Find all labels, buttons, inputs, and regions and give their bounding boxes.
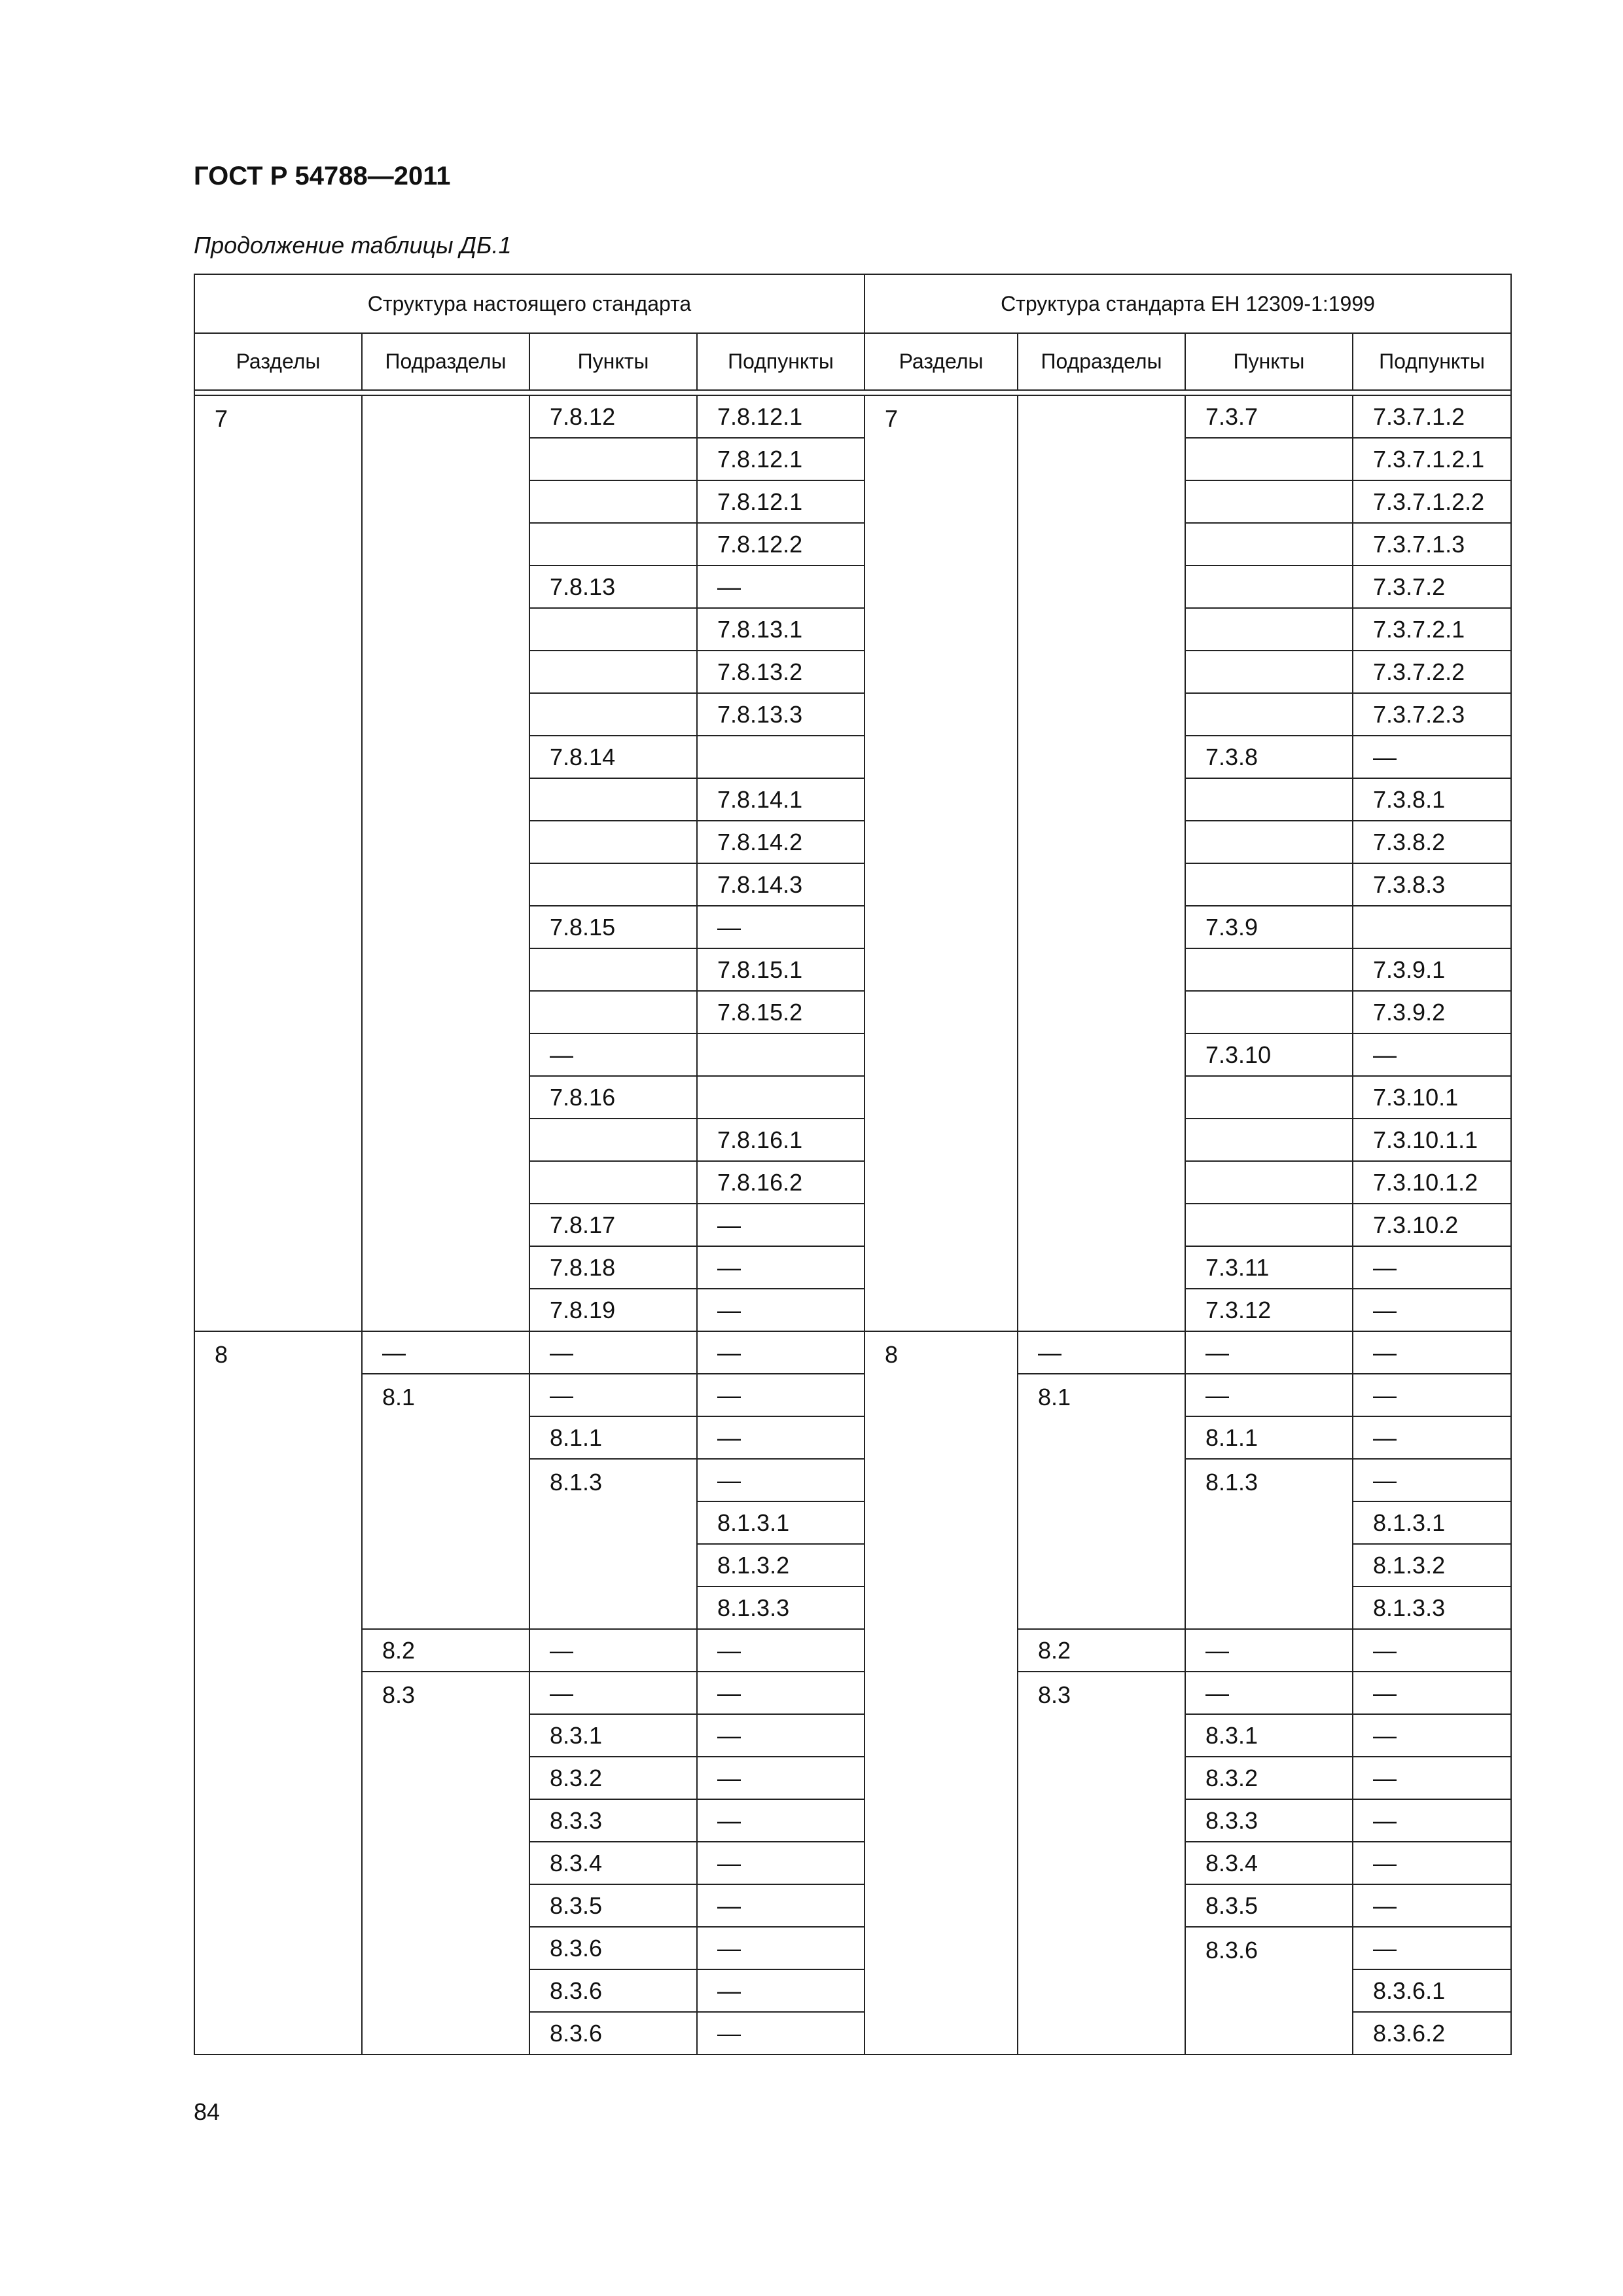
table-cell: 7.3.7.2 <box>1353 565 1511 608</box>
subsection-cell: 8.1 <box>362 1374 529 1629</box>
table-cell: 8.1.3.2 <box>697 1544 865 1587</box>
table-cell: 8.3.1 <box>1185 1714 1353 1757</box>
table-cell: 7.8.18 <box>529 1246 697 1289</box>
document-code: ГОСТ Р 54788—2011 <box>194 162 451 190</box>
table-cell <box>529 821 697 863</box>
table-cell: 7.8.16.1 <box>697 1119 865 1161</box>
table-cell: 8.2 <box>1018 1629 1185 1672</box>
table-cell: 7.8.14.2 <box>697 821 865 863</box>
table-cell <box>1185 1119 1353 1161</box>
table-cell: — <box>697 1714 865 1757</box>
table-cell: — <box>1353 1246 1511 1289</box>
table-cell: 7.8.13 <box>529 565 697 608</box>
table-row <box>194 1672 1511 1714</box>
table-cell: — <box>1185 1331 1353 1374</box>
table-cell: 8.3.6 <box>529 1969 697 2012</box>
table-cell: — <box>529 1033 697 1076</box>
section-cell: 7 <box>194 395 362 1331</box>
item-cell: 8.1.3 <box>529 1459 697 1629</box>
item-cell: 8.1.3 <box>1185 1459 1353 1629</box>
table-cell: — <box>697 906 865 948</box>
table-cell <box>1185 693 1353 736</box>
table-cell: 7.8.12.2 <box>697 523 865 565</box>
table-cell: 7.8.14.1 <box>697 778 865 821</box>
table-cell: 7.3.12 <box>1185 1289 1353 1331</box>
table-cell: — <box>697 1416 865 1459</box>
table-cell <box>1185 778 1353 821</box>
table-cell: 7.3.7.2.1 <box>1353 608 1511 651</box>
table-cell <box>529 438 697 480</box>
table-cell: 7.3.7.1.2 <box>1353 395 1511 438</box>
table-cell <box>1185 948 1353 991</box>
table-cell <box>1185 608 1353 651</box>
table-cell: 8.1.1 <box>529 1416 697 1459</box>
group-header-right: Структура стандарта ЕН 12309-1:1999 <box>865 274 1511 333</box>
table-cell: 7.8.16.2 <box>697 1161 865 1204</box>
table-cell: — <box>362 1331 529 1374</box>
column-header: Подразделы <box>362 333 529 390</box>
table-row <box>194 1331 1511 1374</box>
table-cell: 7.8.14.3 <box>697 863 865 906</box>
table-cell: 8.3.4 <box>529 1842 697 1884</box>
column-header: Разделы <box>194 333 362 390</box>
table-cell: 8.3.3 <box>1185 1799 1353 1842</box>
table-cell: 8.3.6 <box>529 1927 697 1969</box>
table-cell: 7.8.13.2 <box>697 651 865 693</box>
table-cell: 7.8.13.3 <box>697 693 865 736</box>
table-cell: — <box>697 1246 865 1289</box>
table-cell <box>529 991 697 1033</box>
column-header: Подразделы <box>1018 333 1185 390</box>
table-cell: — <box>1353 1629 1511 1672</box>
table-cell: 8.3.5 <box>1185 1884 1353 1927</box>
column-header: Пункты <box>1185 333 1353 390</box>
table-cell: 7.3.9.2 <box>1353 991 1511 1033</box>
table-cell <box>1185 523 1353 565</box>
table-cell <box>697 1033 865 1076</box>
section-cell: 8 <box>194 1331 362 2054</box>
table-cell: 7.3.10 <box>1185 1033 1353 1076</box>
table-cell: — <box>1185 1374 1353 1416</box>
table-cell: 8.3.5 <box>529 1884 697 1927</box>
table-cell: — <box>1353 1672 1511 1714</box>
table-cell: 7.3.8.2 <box>1353 821 1511 863</box>
table-cell: 7.8.16 <box>529 1076 697 1119</box>
table-cell <box>1185 821 1353 863</box>
table-cell: — <box>1185 1629 1353 1672</box>
table-cell: — <box>1018 1331 1185 1374</box>
table-cell: 8.3.1 <box>529 1714 697 1757</box>
table-cell: 7.8.12.1 <box>697 480 865 523</box>
table-cell: — <box>1185 1672 1353 1714</box>
table-cell: — <box>697 1459 865 1501</box>
table-cell: — <box>697 1204 865 1246</box>
subsection-cell <box>362 395 529 1331</box>
table-cell: 8.1.3.1 <box>697 1501 865 1544</box>
table-cell: 7.8.12.1 <box>697 438 865 480</box>
header-separator <box>194 390 1511 395</box>
table-cell: — <box>697 1757 865 1799</box>
table-cell: — <box>1353 1416 1511 1459</box>
column-header: Подпункты <box>1353 333 1511 390</box>
table-cell: — <box>1353 1927 1511 1969</box>
table-cell: 8.1.1 <box>1185 1416 1353 1459</box>
subsection-cell: 8.3 <box>1018 1672 1185 2054</box>
table-cell: 7.3.10.2 <box>1353 1204 1511 1246</box>
table-cell: 7.8.15.2 <box>697 991 865 1033</box>
table-cell <box>529 1119 697 1161</box>
table-cell: 8.1.3.2 <box>1353 1544 1511 1587</box>
table-cell: 7.3.10.1 <box>1353 1076 1511 1119</box>
table-cell: — <box>697 1374 865 1416</box>
table-cell: 7.8.13.1 <box>697 608 865 651</box>
table-cell: 7.3.7.2.2 <box>1353 651 1511 693</box>
table-cell <box>529 480 697 523</box>
table-cell <box>1185 651 1353 693</box>
table-cell: — <box>1353 1884 1511 1927</box>
table-cell: 7.8.19 <box>529 1289 697 1331</box>
table-cell: 7.3.11 <box>1185 1246 1353 1289</box>
correspondence-table <box>194 274 1512 2055</box>
table-cell: 7.3.8.1 <box>1353 778 1511 821</box>
table-cell: — <box>697 1927 865 1969</box>
table-cell: — <box>1353 1799 1511 1842</box>
column-header-row <box>194 333 1511 390</box>
table-cell: 7.3.7.1.3 <box>1353 523 1511 565</box>
table-cell <box>1185 1161 1353 1204</box>
table-cell: — <box>1353 1033 1511 1076</box>
table-cell: — <box>529 1672 697 1714</box>
table-cell <box>1185 480 1353 523</box>
table-cell: 7.8.14 <box>529 736 697 778</box>
table-cell <box>529 693 697 736</box>
table-cell: 8.3.2 <box>1185 1757 1353 1799</box>
table-cell <box>1185 863 1353 906</box>
table-cell <box>1185 438 1353 480</box>
table-cell: 8.3.6.1 <box>1353 1969 1511 2012</box>
table-cell: 7.3.7.1.2.1 <box>1353 438 1511 480</box>
table-cell: 7.3.7 <box>1185 395 1353 438</box>
table-cell: 7.8.12.1 <box>697 395 865 438</box>
table-cell: 7.3.10.1.2 <box>1353 1161 1511 1204</box>
table-cell: 7.3.7.1.2.2 <box>1353 480 1511 523</box>
table-cell: — <box>697 2012 865 2054</box>
table-row <box>194 395 1511 438</box>
table-cell <box>529 523 697 565</box>
table-cell: 7.3.9.1 <box>1353 948 1511 991</box>
table-cell: — <box>697 1842 865 1884</box>
table-cell <box>529 1161 697 1204</box>
column-header: Пункты <box>529 333 697 390</box>
table-cell: 8.1.3.1 <box>1353 1501 1511 1544</box>
table-cell: 8.3.4 <box>1185 1842 1353 1884</box>
table-cell: 8.1.3.3 <box>1353 1587 1511 1629</box>
table-caption: Продолжение таблицы ДБ.1 <box>194 232 512 259</box>
table-cell <box>697 736 865 778</box>
table-cell: — <box>1353 1459 1511 1501</box>
table-cell: — <box>529 1331 697 1374</box>
subsection-cell: 8.3 <box>362 1672 529 2054</box>
table-cell: 7.8.15.1 <box>697 948 865 991</box>
table-cell: — <box>529 1629 697 1672</box>
group-header-left: Структура настоящего стандарта <box>194 274 865 333</box>
page-number: 84 <box>194 2098 221 2125</box>
table-row <box>194 1629 1511 1672</box>
column-header: Разделы <box>865 333 1018 390</box>
item-cell: 8.3.6 <box>1185 1927 1353 2054</box>
table-cell <box>529 778 697 821</box>
table-cell: — <box>697 1969 865 2012</box>
table-cell: 7.8.15 <box>529 906 697 948</box>
table-cell: 7.3.8.3 <box>1353 863 1511 906</box>
table-cell <box>1185 991 1353 1033</box>
table-cell <box>697 1076 865 1119</box>
table-cell: — <box>697 1289 865 1331</box>
table-cell: — <box>1353 1331 1511 1374</box>
column-header: Подпункты <box>697 333 865 390</box>
table-cell: — <box>697 1884 865 1927</box>
table-cell <box>1185 565 1353 608</box>
table-cell: 8.3.6 <box>529 2012 697 2054</box>
table-cell: 7.3.7.2.3 <box>1353 693 1511 736</box>
table-cell: — <box>697 565 865 608</box>
table-cell: — <box>697 1799 865 1842</box>
table-cell <box>1353 906 1511 948</box>
table-cell: — <box>1353 736 1511 778</box>
section-cell: 8 <box>865 1331 1018 2054</box>
table-cell <box>529 608 697 651</box>
table-cell: — <box>697 1629 865 1672</box>
table-cell <box>1185 1204 1353 1246</box>
table-row <box>194 1374 1511 1416</box>
table-cell: — <box>1353 1842 1511 1884</box>
table-cell: — <box>1353 1289 1511 1331</box>
table-cell: — <box>697 1672 865 1714</box>
table-cell <box>529 948 697 991</box>
table-cell: 8.3.2 <box>529 1757 697 1799</box>
table-cell: 7.8.17 <box>529 1204 697 1246</box>
table-cell: 8.1.3.3 <box>697 1587 865 1629</box>
table-cell: 7.3.8 <box>1185 736 1353 778</box>
table-cell <box>529 651 697 693</box>
section-cell: 7 <box>865 395 1018 1331</box>
table-cell: — <box>529 1374 697 1416</box>
table-cell: — <box>1353 1374 1511 1416</box>
subsection-cell <box>1018 395 1185 1331</box>
table-cell: — <box>1353 1757 1511 1799</box>
table-cell: 8.3.6.2 <box>1353 2012 1511 2054</box>
table-cell <box>1185 1076 1353 1119</box>
table-cell: 7.8.12 <box>529 395 697 438</box>
table-cell <box>529 863 697 906</box>
table-cell: 8.3.3 <box>529 1799 697 1842</box>
subsection-cell: 8.1 <box>1018 1374 1185 1629</box>
table-cell: 7.3.9 <box>1185 906 1353 948</box>
group-header-row <box>194 274 1511 333</box>
table-cell: 8.2 <box>362 1629 529 1672</box>
table-cell: 7.3.10.1.1 <box>1353 1119 1511 1161</box>
table-cell: — <box>697 1331 865 1374</box>
table-cell: — <box>1353 1714 1511 1757</box>
